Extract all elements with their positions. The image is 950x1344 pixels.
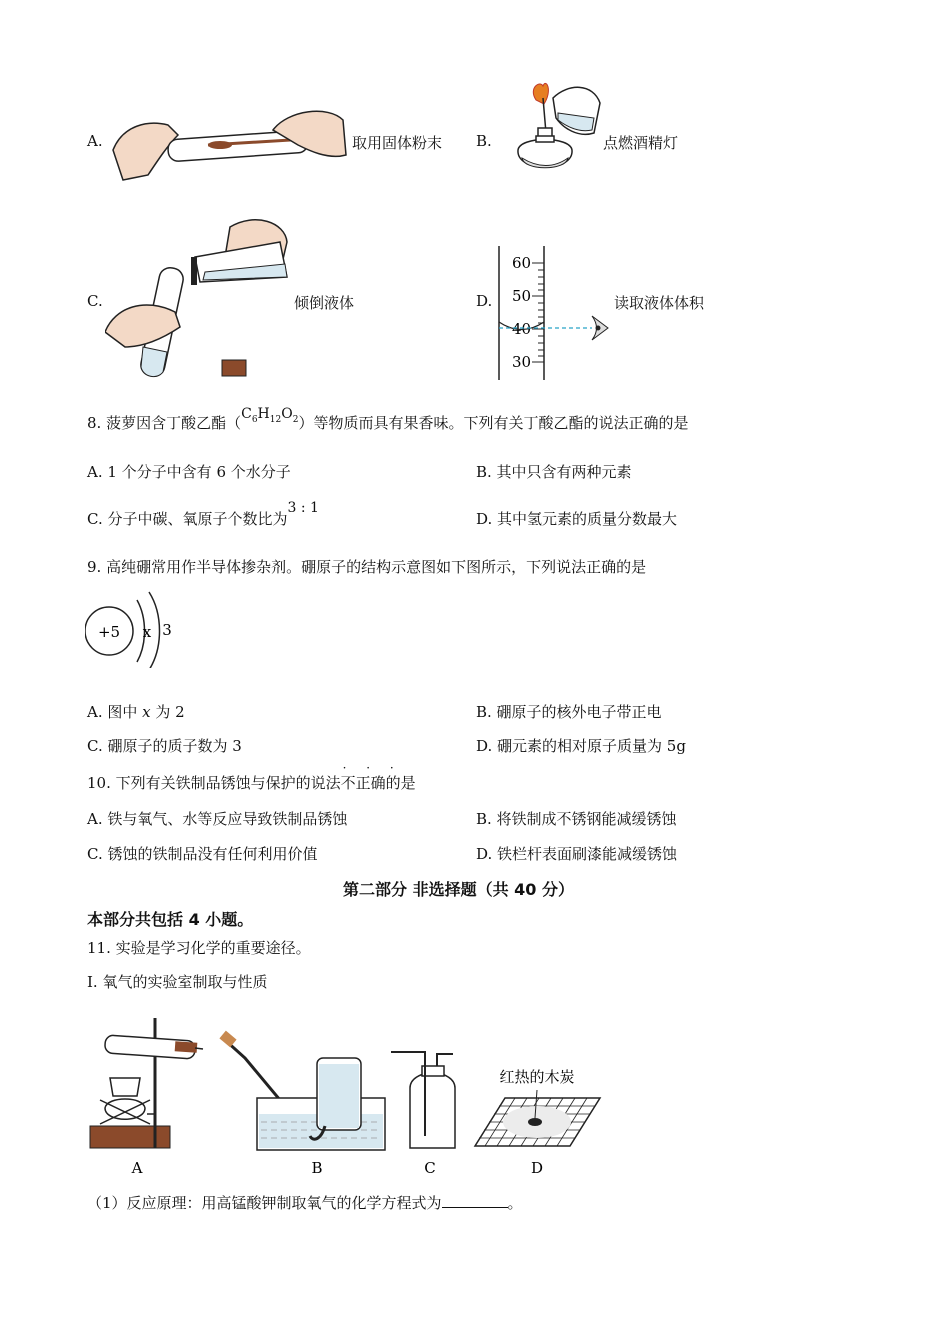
q8-option-c	[87, 500, 319, 529]
answer-blank[interactable]	[442, 1193, 508, 1208]
q11-stem: 11. 实验是学习化学的重要途径。	[87, 939, 311, 957]
q11-section-1: I. 氧气的实验室制取与性质	[87, 973, 268, 991]
cylinder-tick-30: 30	[512, 353, 532, 371]
q9-stem: 9. 高纯硼常用作半导体掺杂剂。硼原子的结构示意图如下图所示，下列说法正确的是	[87, 558, 647, 576]
q9-option-c: C. 硼原子的质子数为 3	[87, 737, 242, 755]
q7-option-a-caption: 取用固体粉末	[352, 134, 443, 152]
nucleus-charge: +5	[97, 623, 121, 641]
oxygen-lab-apparatus-figure	[85, 1018, 605, 1178]
q8-formula: $C_6H_{12}O_2$	[241, 406, 299, 425]
pouring-liquid-illustration	[105, 212, 295, 382]
q7-option-b-caption: 点燃酒精灯	[603, 134, 679, 152]
q8-option-d: D. 其中氢元素的质量分数最大	[476, 510, 678, 528]
q8-option-c-text: C. 分子中碳、氧原子个数比为	[87, 510, 288, 528]
alcohol-lamp-illustration	[498, 78, 608, 188]
cylinder-tick-50: 50	[512, 287, 532, 305]
q9-option-d: D. 硼元素的相对原子质量为 5g	[476, 737, 686, 755]
powder-sampling-illustration	[108, 105, 348, 185]
electron-shell-1: x	[142, 623, 152, 641]
q10-option-b: B. 将铁制成不锈钢能减缓锈蚀	[476, 810, 677, 828]
q8-stem-pre: 8. 菠萝因含丁酸乙酯（	[87, 414, 242, 432]
q7-option-c-letter: C.	[87, 292, 103, 310]
q7-option-c-caption: 倾倒液体	[294, 294, 355, 312]
q8-option-c-ratio: 3 : 1	[287, 500, 319, 516]
q9-option-a: A. 图中 x 为 2	[87, 703, 185, 721]
q7-option-d-caption: 读取液体体积	[614, 294, 705, 312]
emphasis-dots: · · ·	[342, 761, 402, 775]
q10-option-c: C. 锈蚀的铁制品没有任何利用价值	[87, 845, 318, 863]
cylinder-tick-60: 60	[512, 254, 532, 272]
figure-label-c: C	[424, 1159, 436, 1177]
figure-label-a: A	[131, 1159, 143, 1177]
q11-item-1: （1）反应原理：用高锰酸钾制取氧气的化学方程式为 。	[87, 1194, 523, 1212]
q7-option-d-letter: D.	[476, 292, 493, 310]
q8-stem-post: ）等物质而具有果香味。下列有关丁酸乙酯的说法正确的是	[298, 414, 689, 432]
q7-option-a-letter: A.	[87, 132, 103, 150]
charcoal-label: 红热的木炭	[499, 1068, 575, 1086]
apparatus-d	[475, 1068, 600, 1146]
q10-emphasis: · · · 不正确	[340, 761, 402, 792]
electron-shell-2: 3	[162, 621, 172, 639]
part2-intro: 本部分共包括 4 小题。	[87, 910, 254, 929]
q10-option-d: D. 铁栏杆表面刷漆能减缓锈蚀	[476, 845, 678, 863]
figure-label-d: D	[530, 1159, 544, 1177]
graduated-cylinder-illustration	[494, 246, 619, 382]
part2-heading: 第二部分 非选择题（共 40 分）	[343, 880, 574, 899]
apparatus-b	[219, 1031, 385, 1150]
figure-label-b: B	[311, 1159, 323, 1177]
q8-option-b: B. 其中只含有两种元素	[476, 463, 632, 481]
q9-option-b: B. 硼原子的核外电子带正电	[476, 703, 662, 721]
apparatus-c	[391, 1052, 455, 1148]
q8-option-a: A. 1 个分子中含有 6 个水分子	[87, 463, 291, 481]
boron-atom-structure-diagram	[85, 588, 185, 668]
q7-option-b-letter: B.	[476, 132, 492, 150]
cylinder-tick-40: 40	[512, 320, 532, 338]
apparatus-a	[90, 1018, 203, 1148]
q8-stem	[87, 406, 689, 435]
q10-option-a: A. 铁与氧气、水等反应导致铁制品锈蚀	[87, 810, 348, 828]
q10-stem: 10. 下列有关铁制品锈蚀与保护的说法 · · · 不正确的是	[87, 761, 416, 792]
